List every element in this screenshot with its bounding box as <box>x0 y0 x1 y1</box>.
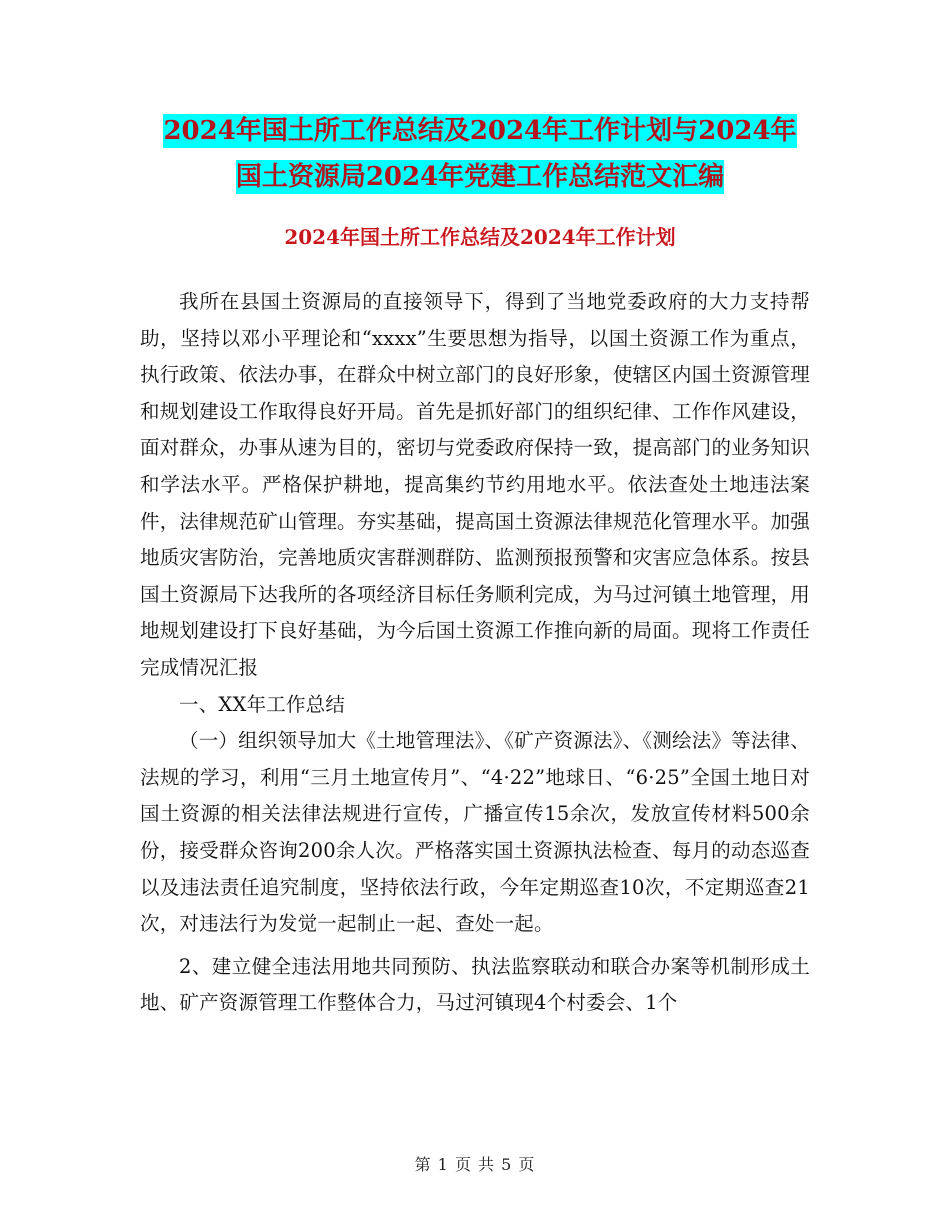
paragraph-item-1: （一）组织领导加大《土地管理法》、《矿产资源法》、《测绘法》等法律、法规的学习，利用“三月土地宣传月”、“4·22”地球日、“6·25”全国土地日对国土资源的相关法律法规进行宣传，广播宣传15余次，发放宣传材料500余份，接受群众咨询200余人次。严格落实国土资源执法检查、每月的动态巡查以及违法责任追究制度，坚持依法行政，今年定期巡查10次，不定期巡查21次，对违法行为发觉一起制止一起、查处一起。 <box>140 729 810 936</box>
section-title: 2024年国土所工作总结及2024年工作计划 <box>284 225 676 249</box>
main-title <box>140 108 820 200</box>
paragraph-heading: 一、XX年工作总结 <box>179 692 346 716</box>
main-title-line-2: 国土资源局2024年党建工作总结范文汇编 <box>235 162 725 192</box>
page-footer: 第 1 页 共 5 页 <box>414 1155 536 1174</box>
paragraph-intro: 我所在县国土资源局的直接领导下，得到了当地党委政府的大力支持帮助，坚持以邓小平理论和“xxxx”生要思想为指导，以国土资源工作为重点，执行政策、依法办事，在群众中树立部门的良好形象，使辖区内国土资源管理和规划建设工作取得良好开局。首先是抓好部门的组织纪律、工作作风建设，面对群众，办事从速为目的，密切与党委政府保持一致，提高部门的业务知识和学法水平。严格保护耕地，提高集约节约用地水平。依法查处土地违法案件，法律规范矿山管理。夯实基础，提高国土资源法律规范化管理水平。加强地质灾害防治，完善地质灾害群测群防、监测预报预警和灾害应急体系。按县国土资源局下达我所的各项经济目标任务顺利完成，为马过河镇土地管理，用地规划建设打下良好基础，为今后国土资源工作推向新的局面。现将工作责任完成情况汇报 <box>140 290 810 679</box>
body-text <box>140 284 810 1022</box>
main-title-line-1: 2024年国土所工作总结及2024年工作计划与2024年 <box>163 116 797 146</box>
paragraph-item-2: 2、建立健全违法用地共同预防、执法监察联动和联合办案等机制形成土地、矿产资源管理工作整体合力，马过河镇现4个村委会、1个 <box>140 954 810 1015</box>
